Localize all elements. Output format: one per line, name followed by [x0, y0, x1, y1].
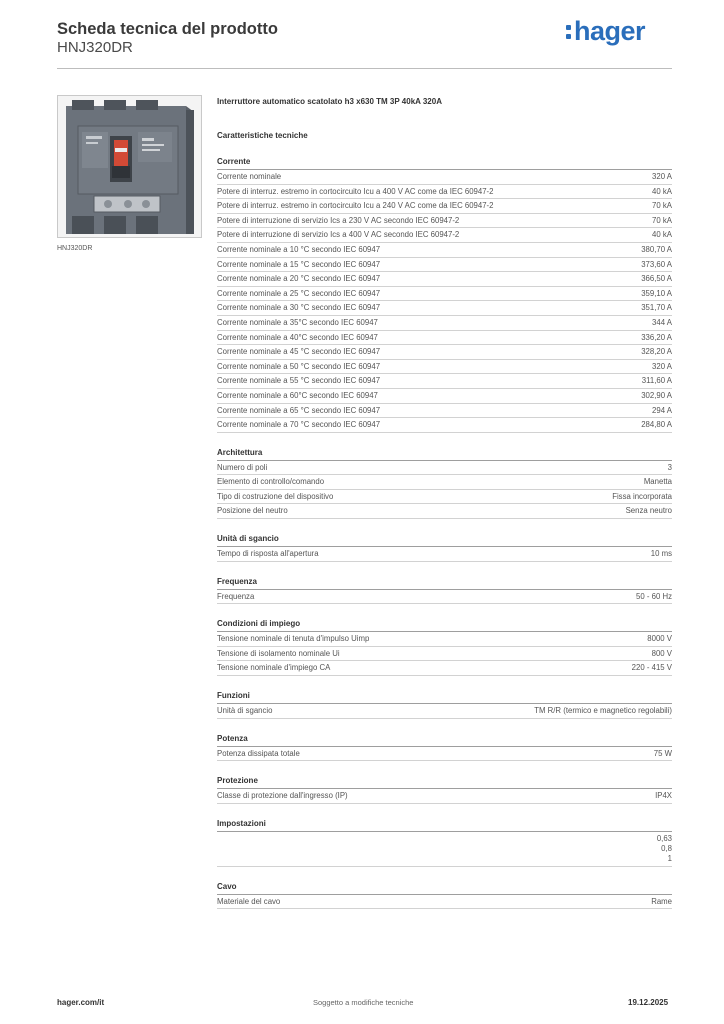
spec-label: Corrente nominale a 40°C secondo IEC 60947: [217, 332, 378, 342]
hager-logo: [566, 16, 645, 47]
spec-value: 366,50 A: [641, 274, 672, 284]
spec-row: [217, 490, 672, 505]
page-title: Scheda tecnica del prodotto: [57, 20, 278, 38]
spec-value: 70 kA: [652, 215, 672, 225]
spec-row: [217, 287, 672, 302]
spec-value: 284,80 A: [641, 420, 672, 430]
spec-section: [217, 818, 672, 867]
spec-row: [217, 345, 672, 360]
spec-label: Numero di poli: [217, 462, 268, 472]
section-title: Architettura: [217, 447, 672, 461]
spec-value: 336,20 A: [641, 332, 672, 342]
product-image-caption: HNJ320DR: [57, 245, 93, 252]
spec-label: Elemento di controllo/comando: [217, 477, 325, 487]
product-description: Interruttore automatico scatolato h3 x630 TM 3P 40kA 320A: [217, 97, 442, 106]
spec-row: [217, 832, 672, 867]
spec-value: 302,90 A: [641, 390, 672, 400]
spec-label: Potenza dissipata totale: [217, 748, 300, 758]
spec-label: Potere di interruz. estremo in cortocircuito Icu a 240 V AC come da IEC 60947-2: [217, 201, 494, 211]
spec-row: [217, 272, 672, 287]
logo-dots-icon: [566, 22, 572, 42]
circuit-breaker-illustration: [58, 96, 201, 237]
spec-row: [217, 199, 672, 214]
spec-row: [217, 704, 672, 719]
spec-row: [217, 331, 672, 346]
spec-section: [217, 156, 672, 433]
section-title: Condizioni di impiego: [217, 618, 672, 632]
spec-row: [217, 214, 672, 229]
spec-section: [217, 775, 672, 804]
header-divider: [57, 68, 672, 69]
spec-value: 320 A: [652, 172, 672, 181]
spec-row: [217, 590, 672, 605]
spec-value: 328,20 A: [641, 347, 672, 357]
spec-section: [217, 576, 672, 605]
spec-value: 10 ms: [650, 549, 672, 559]
spec-label: Corrente nominale: [217, 172, 282, 181]
spec-label: Unità di sgancio: [217, 706, 273, 716]
product-code: HNJ320DR: [57, 39, 133, 56]
spec-value: 50 - 60 Hz: [636, 591, 672, 601]
spec-value: 3: [667, 462, 672, 472]
spec-label: Tensione nominale di tenuta d'impulso Uimp: [217, 634, 370, 644]
spec-section: [217, 618, 672, 676]
section-title: Protezione: [217, 775, 672, 789]
spec-row: [217, 475, 672, 490]
footer-website: hager.com/it: [57, 998, 105, 1007]
spec-row: [217, 547, 672, 562]
spec-sections: [217, 156, 672, 909]
spec-row: [217, 185, 672, 200]
spec-row: [217, 747, 672, 762]
spec-section: [217, 881, 672, 910]
spec-value: 351,70 A: [641, 303, 672, 313]
spec-label: Corrente nominale a 30 °C secondo IEC 60947: [217, 303, 381, 313]
section-title: Unità di sgancio: [217, 533, 672, 547]
spec-section: [217, 533, 672, 562]
product-image: [57, 95, 202, 238]
spec-value: 8000 V: [647, 634, 672, 644]
spec-label: Corrente nominale a 35°C secondo IEC 60947: [217, 317, 378, 327]
spec-label: Classe di protezione dall'ingresso (IP): [217, 791, 348, 801]
spec-label: Tensione di isolamento nominale Ui: [217, 648, 340, 658]
footer-date: 19.12.2025: [628, 998, 669, 1007]
spec-value: Manetta: [643, 477, 672, 487]
spec-row: [217, 461, 672, 476]
spec-value: 344 A: [652, 317, 672, 327]
spec-section: [217, 733, 672, 762]
spec-row: [217, 895, 672, 910]
spec-row: [217, 170, 672, 185]
spec-row: [217, 389, 672, 404]
spec-value: IP4X: [655, 791, 672, 801]
specifications: [217, 96, 672, 909]
spec-value: 1: [667, 853, 672, 863]
spec-label: Materiale del cavo: [217, 896, 281, 906]
spec-value: Senza neutro: [625, 506, 672, 516]
spec-section: [217, 690, 672, 719]
spec-row: [217, 360, 672, 375]
spec-row: [217, 258, 672, 273]
spec-label: Potere di interruzione di servizio Ics a 230 V AC secondo IEC 60947-2: [217, 215, 460, 225]
spec-value: TM R/R (termico e magnetico regolabili): [534, 706, 672, 716]
spec-value: 380,70 A: [641, 244, 672, 254]
spec-row: [217, 301, 672, 316]
spec-value: 0,8: [661, 843, 672, 853]
footer-notice: Soggetto a modifiche tecniche: [313, 998, 414, 1007]
spec-section: [217, 447, 672, 519]
spec-value: 70 kA: [652, 201, 672, 211]
spec-label: Potere di interruz. estremo in cortocircuito Icu a 400 V AC come da IEC 60947-2: [217, 186, 494, 196]
spec-label: Corrente nominale a 70 °C secondo IEC 60947: [217, 420, 381, 430]
spec-row: [217, 418, 672, 433]
section-title: Frequenza: [217, 576, 672, 590]
spec-value: 75 W: [653, 748, 672, 758]
spec-row: [217, 374, 672, 389]
spec-row: [217, 632, 672, 647]
spec-label: Corrente nominale a 10 °C secondo IEC 60947: [217, 244, 381, 254]
spec-value: 320 A: [652, 361, 672, 371]
section-title: Potenza: [217, 733, 672, 747]
spec-row: [217, 789, 672, 804]
spec-row: [217, 504, 672, 519]
spec-value: 0,63: [656, 833, 672, 843]
spec-row: [217, 404, 672, 419]
spec-value: 359,10 A: [641, 288, 672, 298]
spec-label: Corrente nominale a 50 °C secondo IEC 60947: [217, 361, 381, 371]
spec-label: Tipo di costruzione del dispositivo: [217, 491, 334, 501]
spec-value: 220 - 415 V: [631, 663, 672, 673]
logo-text: hager: [574, 16, 646, 46]
spec-label: Potere di interruzione di servizio Ics a 400 V AC secondo IEC 60947-2: [217, 230, 460, 240]
spec-value: 294 A: [652, 405, 672, 415]
spec-label: Posizione del neutro: [217, 506, 288, 516]
section-title: Impostazioni: [217, 818, 672, 832]
spec-value: 800 V: [651, 648, 672, 658]
characteristics-heading: Caratteristiche tecniche: [217, 131, 308, 140]
section-title: Funzioni: [217, 690, 672, 704]
spec-label: Corrente nominale a 55 °C secondo IEC 60947: [217, 376, 381, 386]
spec-value: 311,60 A: [641, 376, 672, 386]
section-title: Cavo: [217, 881, 672, 895]
section-title: Corrente: [217, 156, 672, 170]
spec-label: Corrente nominale a 20 °C secondo IEC 60947: [217, 274, 381, 284]
spec-row: [217, 228, 672, 243]
spec-row: [217, 243, 672, 258]
spec-label: Corrente nominale a 60°C secondo IEC 60947: [217, 390, 378, 400]
spec-label: Corrente nominale a 45 °C secondo IEC 60947: [217, 347, 381, 357]
spec-row: [217, 316, 672, 331]
spec-value: Fissa incorporata: [612, 491, 672, 501]
spec-label: Frequenza: [217, 591, 255, 601]
spec-label: Tempo di risposta all'apertura: [217, 549, 319, 559]
spec-value: 40 kA: [652, 186, 672, 196]
spec-row: [217, 647, 672, 662]
spec-label: Corrente nominale a 15 °C secondo IEC 60947: [217, 259, 381, 269]
spec-label: Corrente nominale a 25 °C secondo IEC 60947: [217, 288, 381, 298]
spec-value: 40 kA: [652, 230, 672, 240]
spec-row: [217, 661, 672, 676]
spec-label: Corrente nominale a 65 °C secondo IEC 60947: [217, 405, 381, 415]
spec-label: Tensione nominale d'impiego CA: [217, 663, 331, 673]
spec-value: 373,60 A: [641, 259, 672, 269]
spec-value: Rame: [651, 896, 672, 906]
